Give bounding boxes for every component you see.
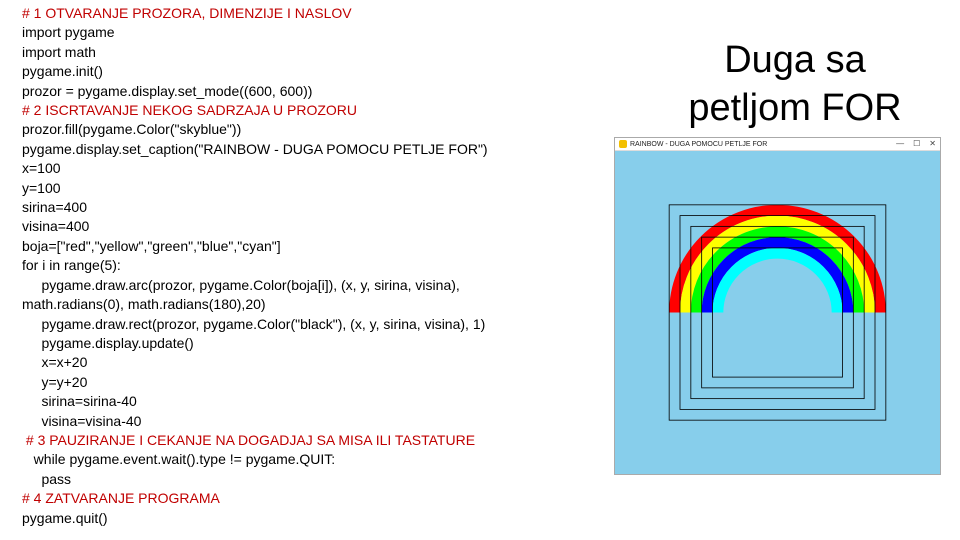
- code-line: pass: [22, 470, 72, 487]
- pygame-canvas: [615, 151, 940, 474]
- code-line: pygame.display.set_caption("RAINBOW - DUGA POMOCU PETLJE FOR"): [22, 140, 488, 157]
- code-line: x=x+20: [22, 354, 88, 371]
- code-line: import pygame: [22, 24, 115, 41]
- slide-title-line2: petljom FOR: [688, 87, 902, 129]
- code-line: pygame.init(): [22, 63, 103, 80]
- code-line: pygame.draw.arc(prozor, pygame.Color(boja[i]), (x, y, sirina, visina),: [22, 276, 460, 293]
- code-line: import math: [22, 43, 96, 60]
- code-comment-line: # 2 ISCRTAVANJE NEKOG SADRZAJA U PROZORU: [22, 102, 358, 119]
- pygame-icon: [619, 140, 627, 148]
- maximize-button[interactable]: ☐: [913, 139, 921, 148]
- code-line: prozor = pygame.display.set_mode((600, 600)): [22, 82, 313, 99]
- code-line: sirina=sirina-40: [22, 393, 137, 410]
- minimize-button[interactable]: —: [896, 139, 905, 148]
- slide-title-line1: Duga sa: [724, 39, 866, 81]
- code-line: boja=["red","yellow","green","blue","cyan"]: [22, 237, 281, 254]
- rainbow-drawing: [615, 151, 940, 474]
- window-controls: [896, 138, 936, 150]
- code-line: visina=400: [22, 218, 90, 235]
- code-comment-line: # 1 OTVARANJE PROZORA, DIMENZIJE I NASLOV: [22, 5, 352, 21]
- code-line: pygame.draw.rect(prozor, pygame.Color("black"), (x, y, sirina, visina), 1): [22, 315, 486, 332]
- slide-title: [665, 36, 925, 132]
- code-line: y=100: [22, 179, 61, 196]
- window-caption: RAINBOW - DUGA POMOCU PETLJE FOR: [630, 140, 768, 148]
- close-button[interactable]: ✕: [929, 139, 936, 148]
- code-line: while pygame.event.wait().type != pygame.QUIT:: [22, 451, 336, 468]
- canvas-background: [615, 151, 940, 474]
- code-line: pygame.quit(): [22, 509, 108, 526]
- window-titlebar[interactable]: [615, 138, 940, 151]
- code-line: math.radians(0), math.radians(180),20): [22, 296, 266, 313]
- code-line: pygame.display.update(): [22, 334, 194, 351]
- code-line: y=y+20: [22, 373, 88, 390]
- code-line: prozor.fill(pygame.Color("skyblue")): [22, 121, 242, 138]
- pygame-window: [614, 137, 941, 475]
- code-line: for i in range(5):: [22, 257, 121, 274]
- code-line: x=100: [22, 160, 61, 177]
- code-listing: [22, 4, 602, 528]
- code-line: visina=visina-40: [22, 412, 142, 429]
- code-comment-line: # 4 ZATVARANJE PROGRAMA: [22, 490, 220, 507]
- code-comment-line: # 3 PAUZIRANJE I CEKANJE NA DOGADJAJ SA MISA ILI TASTATURE: [22, 431, 476, 448]
- code-line: sirina=400: [22, 199, 87, 216]
